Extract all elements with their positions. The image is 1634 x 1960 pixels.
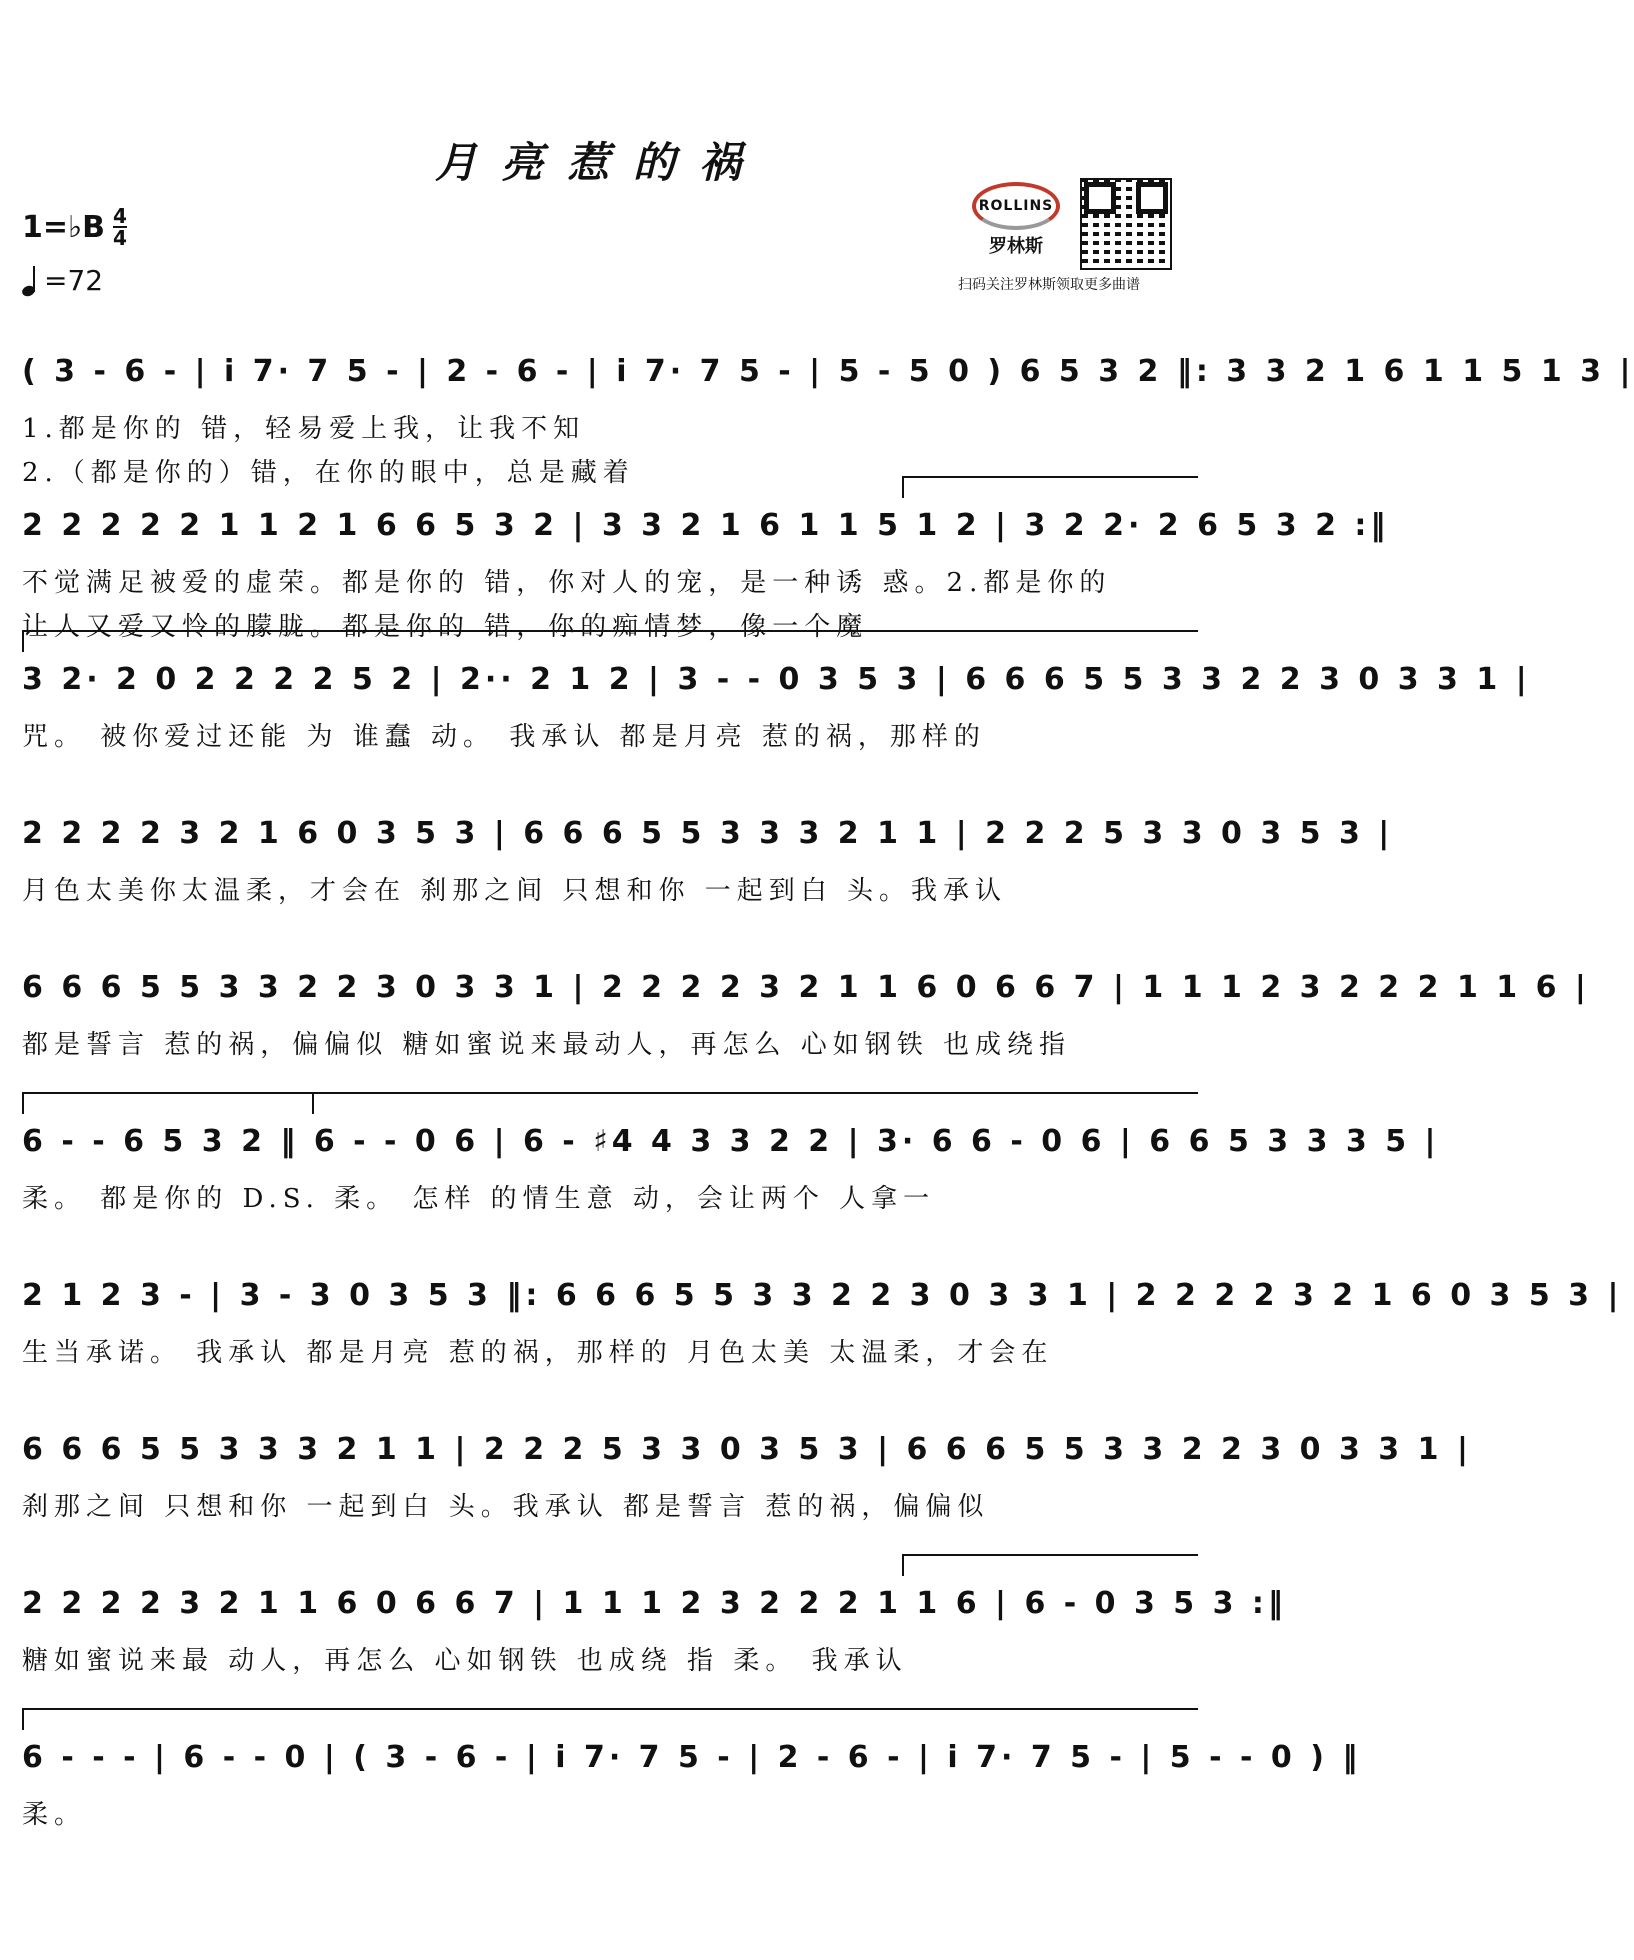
notation-line: ( 3 - 6 - | i 7· 7 5 - | 2 - 6 - | i 7· 7 5 - | 5 - 5 0 ) 6 5 3 2 ‖: 3 3 2 1 6 1 1 5 1 3 | [22,354,1634,389]
notation-line: 2 2 2 2 3 2 1 1 6 0 6 6 7 | 1 1 1 2 3 2 2 2 1 1 6 | 6 - 0 3 5 3 :‖ [22,1586,1287,1621]
score-system-4 [22,812,1394,966]
lyric-line-1: 柔。 [22,1800,87,1830]
ending-bracket [312,1092,1198,1114]
lyric-line-1: 咒。 被你爱过还能 为 谁蠢 动。 我承认 都是月亮 惹的祸，那样的 [22,722,986,752]
time-signature [113,206,127,248]
lyric-line-2: 让人又爱又怜的朦胧。都是你的 错，你的痴情梦，像一个魔 [22,612,869,642]
score-system-6 [22,1120,1440,1274]
logo-ring [972,182,1060,230]
qr-code-icon [1080,178,1172,270]
notation-line: 6 - - 6 5 3 2 ‖ 6 - - 0 6 | 6 - ♯4 4 3 3 2 2 | 3· 6 6 - 0 6 | 6 6 5 3 3 3 5 | [22,1124,1440,1159]
notation-line: 2 2 2 2 2 1 1 2 1 6 6 5 3 2 | 3 3 2 1 6 1 1 5 1 2 | 3 2 2· 2 6 5 3 2 :‖ [22,508,1390,543]
ending-bracket [22,630,1198,652]
tempo-marking [22,264,103,297]
brand-name: 罗林斯 [989,236,1043,257]
lyric-line-2: 2.（都是你的）错，在你的眼中，总是藏着 [22,458,635,488]
notation-line: 6 6 6 5 5 3 3 2 2 3 0 3 3 1 | 2 2 2 2 3 2 1 1 6 0 6 6 7 | 1 1 1 2 3 2 2 2 1 1 6 | [22,970,1590,1005]
notation-line: 6 6 6 5 5 3 3 3 2 1 1 | 2 2 2 5 3 3 0 3 5 3 | 6 6 6 5 5 3 3 2 2 3 0 3 3 1 | [22,1432,1472,1467]
lyric-line-1: 1.都是你的 错，轻易爱上我，让我不知 [22,414,586,444]
logo-text: ROLLINS [978,198,1054,214]
lyric-line-1: 不觉满足被爱的虚荣。都是你的 错，你对人的宠，是一种诱 惑。2.都是你的 [22,568,1112,598]
notation-line: 3 2· 2 0 2 2 2 2 5 2 | 2·· 2 1 2 | 3 - - 0 3 5 3 | 6 6 6 5 5 3 3 2 2 3 0 3 3 1 | [22,662,1531,697]
lyric-line-1: 糖如蜜说来最 动人，再怎么 心如钢铁 也成绕 指 柔。 我承认 [22,1646,908,1676]
ending-bracket [902,476,1198,498]
lyric-line-1: 月色太美你太温柔，才会在 刹那之间 只想和你 一起到白 头。我承认 [22,876,1008,906]
notation-line: 2 1 2 3 - | 3 - 3 0 3 5 3 ‖: 6 6 6 5 5 3 3 2 2 3 0 3 3 1 | 2 2 2 2 3 2 1 6 0 3 5 3 | [22,1278,1623,1313]
score-system-10 [22,1736,1362,1890]
score-system-3 [22,658,1531,812]
quarter-note-icon [22,266,38,296]
time-signature-bottom: 4 [113,226,127,250]
time-signature-top: 4 [113,204,127,228]
song-title: 月亮惹的祸 [434,138,765,187]
key-signature [22,206,127,248]
score-system-7 [22,1274,1623,1428]
ending-bracket [22,1708,1198,1730]
lyric-line-1: 柔。 都是你的 D.S. 柔。 怎样 的情生意 动，会让两个 人拿一 [22,1184,936,1214]
lyric-line-1: 都是誓言 惹的祸，偏偏似 糖如蜜说来最动人，再怎么 心如钢铁 也成绕指 [22,1030,1072,1060]
score [22,350,1634,1890]
brand-logo [968,182,1064,258]
lyric-line-1: 刹那之间 只想和你 一起到白 头。我承认 都是誓言 惹的祸，偏偏似 [22,1492,990,1522]
ending-bracket [902,1554,1198,1576]
notation-line: 6 - - - | 6 - - 0 | ( 3 - 6 - | i 7· 7 5 - | 2 - 6 - | i 7· 7 5 - | 5 - - 0 ) ‖ [22,1740,1362,1775]
lyric-line-1: 生当承诺。 我承认 都是月亮 惹的祸，那样的 月色太美 太温柔，才会在 [22,1338,1054,1368]
brand-caption: 扫码关注罗林斯领取更多曲谱 [958,277,1140,293]
tempo-value: =72 [44,264,104,297]
notation-line: 2 2 2 2 3 2 1 6 0 3 5 3 | 6 6 6 5 5 3 3 3 2 1 1 | 2 2 2 5 3 3 0 3 5 3 | [22,816,1394,851]
ending-bracket [22,1092,318,1114]
key-label: 1=♭B [22,209,106,245]
